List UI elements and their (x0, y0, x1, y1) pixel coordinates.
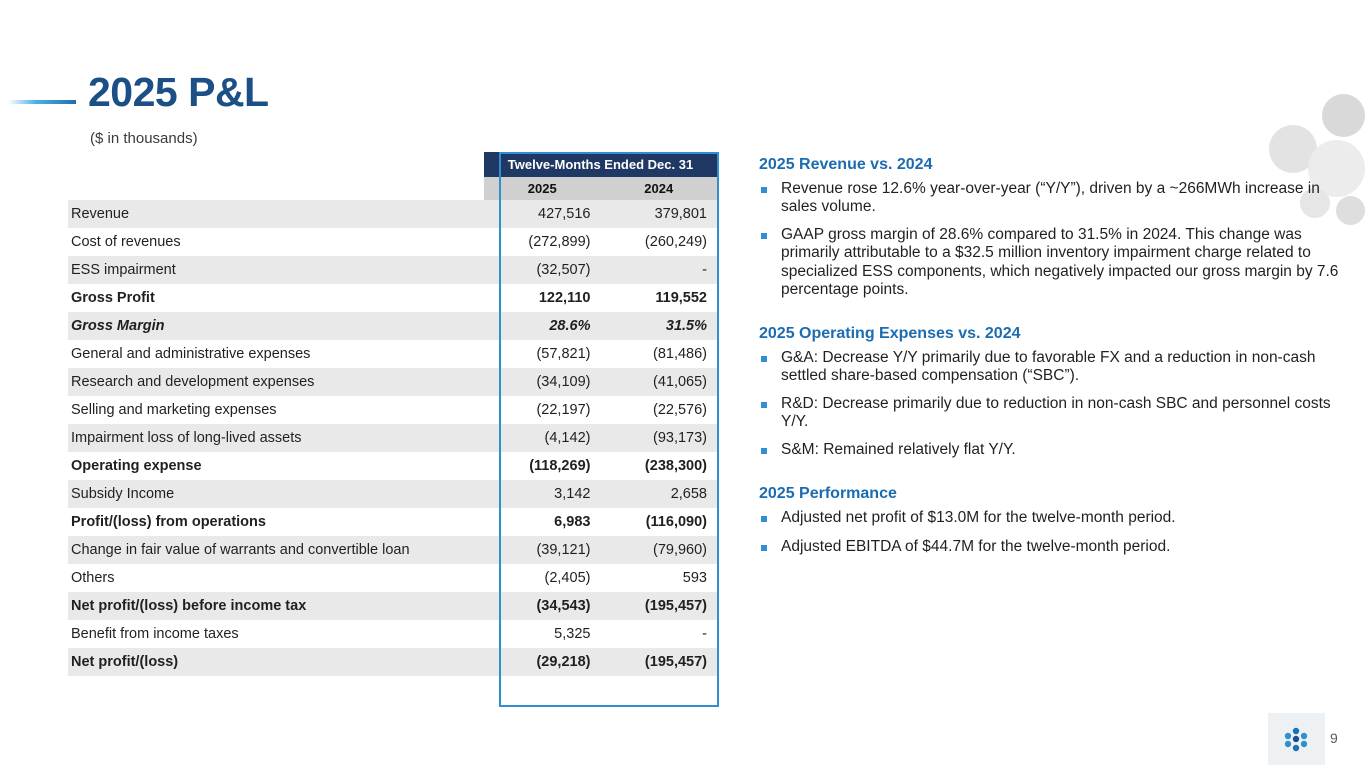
bullet-square-icon (761, 448, 767, 454)
row-value-2024: (195,457) (600, 648, 717, 676)
page-title: 2025 P&L (88, 69, 269, 115)
row-value-2024: 119,552 (600, 284, 717, 312)
table-header-period (68, 152, 717, 177)
commentary-panel (759, 156, 1349, 566)
table-header-spacer (68, 152, 484, 177)
row-value-2024: (195,457) (600, 592, 717, 620)
table-row (68, 536, 717, 564)
row-label: Subsidy Income (68, 480, 484, 508)
bullet-text: S&M: Remained relatively flat Y/Y. (781, 441, 1016, 459)
table-header-years (68, 177, 717, 200)
row-value-2025: (272,899) (484, 228, 601, 256)
row-value-2025: 6,983 (484, 508, 601, 536)
bullet-text: Adjusted EBITDA of $44.7M for the twelve-month period. (781, 537, 1171, 555)
table-row (68, 620, 717, 648)
row-value-2024: - (600, 256, 717, 284)
commentary-heading: 2025 Operating Expenses vs. 2024 (759, 324, 1021, 342)
row-value-2024: (93,173) (600, 424, 717, 452)
bullet-square-icon (761, 187, 767, 193)
row-value-2025: (118,269) (484, 452, 601, 480)
row-value-2024: (238,300) (600, 452, 717, 480)
row-label: Benefit from income taxes (68, 620, 484, 648)
row-value-2024: (116,090) (600, 508, 717, 536)
commentary-heading: 2025 Performance (759, 485, 897, 503)
bullet-text: Adjusted net profit of $13.0M for the twelve-month period. (781, 509, 1176, 527)
row-value-2025: 427,516 (484, 200, 601, 228)
row-label: Impairment loss of long-lived assets (68, 424, 484, 452)
row-value-2025: (29,218) (484, 648, 601, 676)
row-value-2024: 2,658 (600, 480, 717, 508)
table-row (68, 368, 717, 396)
table-row (68, 592, 717, 620)
bullet-square-icon (761, 233, 767, 239)
table-row (68, 396, 717, 424)
bullet-square-icon (761, 402, 767, 408)
row-value-2025: 3,142 (484, 480, 601, 508)
row-value-2024: (79,960) (600, 536, 717, 564)
decorative-circle (1322, 94, 1365, 137)
bullet-square-icon (761, 356, 767, 362)
row-value-2025: (32,507) (484, 256, 601, 284)
table-row (68, 200, 717, 228)
company-logo-icon (1280, 726, 1312, 752)
page-subtitle: ($ in thousands) (90, 130, 198, 147)
page-number: 9 (1330, 730, 1338, 746)
list-item (759, 538, 1349, 556)
list-item (759, 395, 1349, 431)
row-label: Net profit/(loss) (68, 648, 484, 676)
row-label: Gross Profit (68, 284, 484, 312)
row-value-2024: (41,065) (600, 368, 717, 396)
list-item (759, 509, 1349, 527)
table-row (68, 480, 717, 508)
row-label: Revenue (68, 200, 484, 228)
row-label: Operating expense (68, 452, 484, 480)
row-value-2025: (2,405) (484, 564, 601, 592)
list-item (759, 349, 1349, 385)
row-label: Gross Margin (68, 312, 484, 340)
period-header-label: Twelve-Months Ended Dec. 31 (484, 152, 717, 177)
row-label: General and administrative expenses (68, 340, 484, 368)
list-item (759, 226, 1349, 299)
table-row (68, 284, 717, 312)
bullet-text: GAAP gross margin of 28.6% compared to 31.5% in 2024. This change was primarily attributable to a $32.5 million inventory impairment charge related to specialized ESS components, which negatively impacted our gross margin by 7.6 percentage points. (781, 226, 1339, 298)
list-item (759, 180, 1349, 216)
row-value-2024: - (600, 620, 717, 648)
list-item (759, 441, 1349, 459)
row-label: Research and development expenses (68, 368, 484, 396)
row-value-2025: (34,109) (484, 368, 601, 396)
row-value-2025: 122,110 (484, 284, 601, 312)
table-row (68, 312, 717, 340)
row-value-2025: (39,121) (484, 536, 601, 564)
table-row (68, 340, 717, 368)
column-header-2025: 2025 (484, 177, 601, 200)
table-row (68, 648, 717, 676)
title-accent-rule (8, 100, 76, 104)
income-statement-table (68, 152, 717, 676)
bullet-square-icon (761, 545, 767, 551)
row-value-2025: (22,197) (484, 396, 601, 424)
row-label: ESS impairment (68, 256, 484, 284)
row-label: Others (68, 564, 484, 592)
row-label: Cost of revenues (68, 228, 484, 256)
table-row (68, 228, 717, 256)
table-row (68, 256, 717, 284)
row-label: Net profit/(loss) before income tax (68, 592, 484, 620)
bullet-square-icon (761, 516, 767, 522)
table-header-spacer (68, 177, 484, 200)
column-header-2024: 2024 (600, 177, 717, 200)
row-value-2024: 379,801 (600, 200, 717, 228)
table-row (68, 424, 717, 452)
bullet-text: R&D: Decrease primarily due to reduction in non-cash SBC and personnel costs Y/Y. (781, 395, 1331, 431)
row-value-2025: (57,821) (484, 340, 601, 368)
row-value-2025: (4,142) (484, 424, 601, 452)
row-value-2024: (22,576) (600, 396, 717, 424)
table-row (68, 508, 717, 536)
row-label: Selling and marketing expenses (68, 396, 484, 424)
row-value-2024: 31.5% (600, 312, 717, 340)
row-value-2025: (34,543) (484, 592, 601, 620)
row-value-2024: 593 (600, 564, 717, 592)
row-label: Change in fair value of warrants and convertible loan (68, 536, 484, 564)
row-value-2024: (260,249) (600, 228, 717, 256)
row-value-2025: 5,325 (484, 620, 601, 648)
table-row (68, 564, 717, 592)
row-value-2025: 28.6% (484, 312, 601, 340)
commentary-heading: 2025 Revenue vs. 2024 (759, 156, 933, 173)
table-row (68, 452, 717, 480)
bullet-text: Revenue rose 12.6% year-over-year (“Y/Y”), driven by a ~266MWh increase in sales volume. (781, 180, 1320, 216)
row-label: Profit/(loss) from operations (68, 508, 484, 536)
bullet-text: G&A: Decrease Y/Y primarily due to favorable FX and a reduction in non-cash settled share-based compensation (“SBC”). (781, 348, 1316, 384)
row-value-2024: (81,486) (600, 340, 717, 368)
